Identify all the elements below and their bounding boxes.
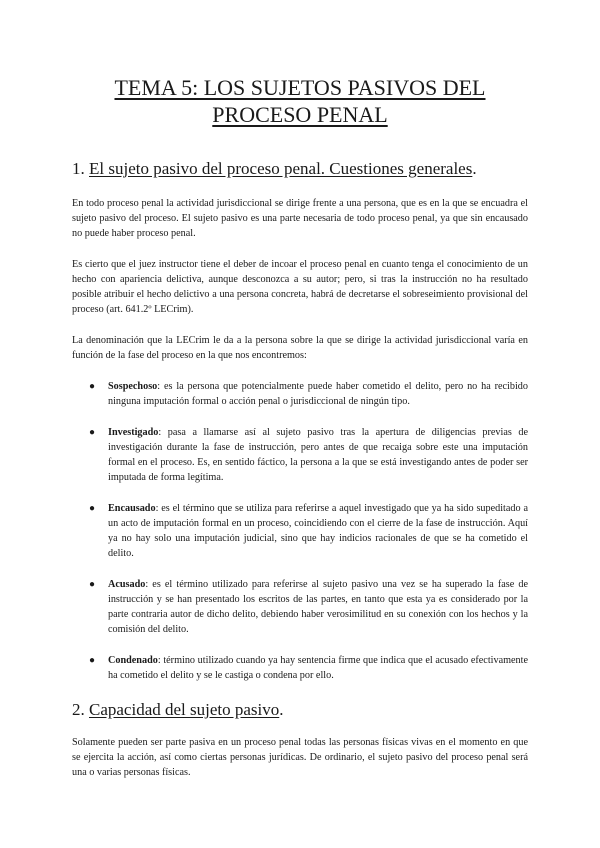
list-item-condenado bbox=[89, 653, 528, 683]
list-item-sospechoso bbox=[89, 379, 528, 409]
section-1-title: El sujeto pasivo del proceso penal. Cuestiones generales bbox=[89, 159, 473, 178]
term-investigado: Investigado bbox=[108, 427, 159, 438]
section-1-heading bbox=[72, 158, 528, 180]
section-1-period: . bbox=[472, 159, 477, 178]
paragraph-1: En todo proceso penal la actividad jurisdiccional se dirige frente a una persona, que es en la que se encuadra el sujeto pasivo del proceso. El sujeto pasivo es una parte necesaria de todo proceso penal, ya que sin encausado no puede haber proceso penal. bbox=[72, 198, 528, 239]
document-title bbox=[72, 0, 528, 128]
term-encausado: Encausado bbox=[108, 503, 156, 514]
definition-acusado: : es el término utilizado para referirse al sujeto pasivo una vez se ha superado la fase de instrucción y se han presentado los escritos de las partes, en tanto que esta ya es considerado por la parte contraria autor de dicho delito, debiendo haber verosimilitud en su conexión con los hechos y la comisión del delito. bbox=[108, 579, 528, 635]
bullet-icon: ● bbox=[89, 381, 96, 392]
definition-sospechoso: : es la persona que potencialmente puede haber cometido el delito, pero no ha recibido ninguna imputación formal o acción penal o jurisdiccional de ningún tipo. bbox=[108, 381, 528, 407]
term-condenado: Condenado bbox=[108, 655, 158, 666]
list-item-investigado bbox=[89, 425, 528, 485]
list-item-acusado bbox=[89, 577, 528, 637]
bullet-icon: ● bbox=[89, 579, 96, 590]
definition-investigado: : pasa a llamarse así al sujeto pasivo tras la apertura de diligencias previas de investigación durante la fase de instrucción, pero antes de que recaiga sobre este una imputación formal en el proceso. Es, en sentido fáctico, la persona a la que se está investigando antes de poder ser imputada de forma legítima. bbox=[108, 427, 528, 483]
term-sospechoso: Sospechoso bbox=[108, 381, 158, 392]
phase-terms-list bbox=[72, 379, 528, 683]
section-1-number: 1. bbox=[72, 159, 89, 178]
title-line-1: TEMA 5: LOS SUJETOS PASIVOS DEL bbox=[114, 75, 486, 100]
section-2-number: 2. bbox=[72, 700, 89, 719]
section-2-title: Capacidad del sujeto pasivo bbox=[89, 700, 280, 719]
paragraph-2: Es cierto que el juez instructor tiene el deber de incoar el proceso penal en cuanto tenga el conocimiento de un hecho con apariencia delictiva, aunque desconozca a su autor; pero, si tras la instrucción no ha resultado posible atribuir el hecho delictivo a una persona concreta, habrá de decretarse el sobreseimiento provisional del proceso (art. 641.2º LECrim). bbox=[72, 259, 528, 315]
definition-encausado: : es el término que se utiliza para referirse a aquel investigado que ya ha sido supeditado a un acto de imputación formal en un proceso, coincidiendo con el cierre de la fase de instrucción. Aquí ya no hay solo una imputación judicial, sino que hay indicios racionales de que se ha cometido el delito. bbox=[108, 503, 528, 559]
title-line-2: PROCESO PENAL bbox=[212, 102, 388, 127]
paragraph-4: Solamente pueden ser parte pasiva en un proceso penal todas las personas físicas vivas en el momento en que se ejercita la acción, así como ciertas personas jurídicas. De ordinario, el sujeto pasivo del proceso penal será una o varias personas físicas. bbox=[72, 737, 528, 778]
term-acusado: Acusado bbox=[108, 579, 146, 590]
section-2-period: . bbox=[279, 700, 284, 719]
section-2-heading bbox=[72, 699, 528, 721]
bullet-icon: ● bbox=[89, 503, 96, 514]
paragraph-3: La denominación que la LECrim le da a la persona sobre la que se dirige la actividad jurisdiccional varía en función de la fase del proceso en la que nos encontremos: bbox=[72, 335, 528, 361]
list-item-encausado bbox=[89, 501, 528, 561]
bullet-icon: ● bbox=[89, 427, 96, 438]
bullet-icon: ● bbox=[89, 655, 96, 666]
definition-condenado: : término utilizado cuando ya hay sentencia firme que indica que el acusado efectivamente ha cometido el delito y se le castiga o condena por ello. bbox=[108, 655, 528, 681]
